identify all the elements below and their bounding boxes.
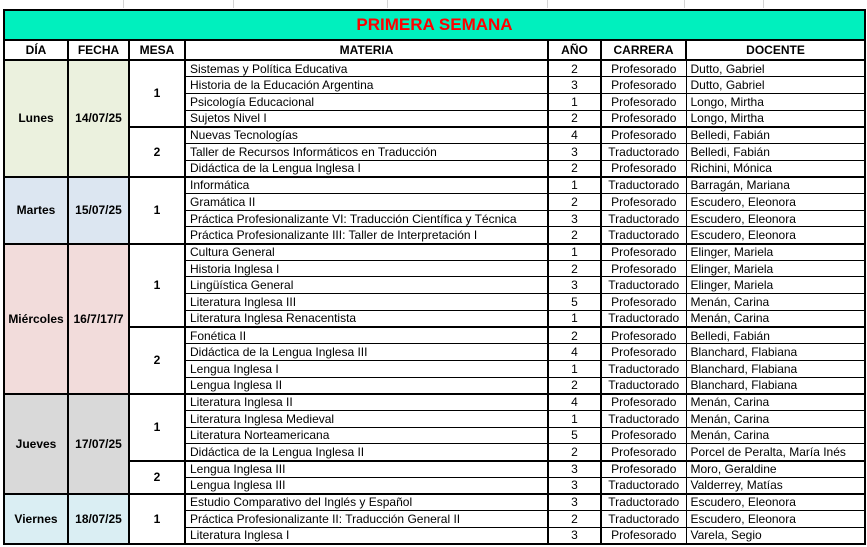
- cell-carrera[interactable]: Traductorado: [601, 143, 686, 160]
- cell-materia[interactable]: Lengua Inglesa I: [185, 360, 548, 377]
- sheet-gridline: [684, 0, 685, 8]
- schedule-row: [4, 327, 865, 344]
- cell-anio[interactable]: 1: [548, 360, 601, 377]
- column-header-materia[interactable]: MATERIA: [185, 40, 548, 60]
- cell-anio[interactable]: 2: [548, 444, 601, 461]
- cell-carrera[interactable]: Traductorado: [601, 477, 686, 494]
- cell-materia[interactable]: Gramática II: [185, 194, 548, 211]
- cell-carrera[interactable]: Profesorado: [601, 127, 686, 144]
- cell-docente[interactable]: Longo, Mirtha: [686, 110, 865, 127]
- column-header-docente[interactable]: DOCENTE: [686, 40, 865, 60]
- sheet-gridline: [763, 0, 764, 8]
- cell-docente[interactable]: Menán, Carina: [686, 294, 865, 311]
- sheet-gridlines: [0, 0, 867, 9]
- cell-materia[interactable]: Sistemas y Política Educativa: [185, 60, 548, 77]
- cell-carrera[interactable]: Profesorado: [601, 444, 686, 461]
- cell-anio[interactable]: 4: [548, 394, 601, 411]
- cell-materia[interactable]: Cultura General: [185, 244, 548, 261]
- cell-materia[interactable]: Historia Inglesa I: [185, 260, 548, 277]
- column-header-carrera[interactable]: CARRERA: [601, 40, 686, 60]
- cell-anio[interactable]: 1: [548, 310, 601, 327]
- cell-docente[interactable]: Escudero, Eleonora: [686, 210, 865, 227]
- cell-materia[interactable]: Literatura Inglesa Medieval: [185, 410, 548, 427]
- cell-materia[interactable]: Literatura Inglesa Renacentista: [185, 310, 548, 327]
- cell-anio[interactable]: 2: [548, 227, 601, 244]
- column-header-row: [4, 40, 865, 60]
- cell-carrera[interactable]: Profesorado: [601, 427, 686, 444]
- cell-mesa[interactable]: 1: [129, 394, 185, 461]
- sheet-gridline: [123, 0, 124, 8]
- column-header-fecha[interactable]: FECHA: [68, 40, 129, 60]
- cell-anio[interactable]: 2: [548, 377, 601, 394]
- cell-materia[interactable]: Literatura Norteamericana: [185, 427, 548, 444]
- schedule-row: [4, 461, 865, 478]
- cell-carrera[interactable]: Traductorado: [601, 210, 686, 227]
- cell-docente[interactable]: Escudero, Eleonora: [686, 194, 865, 211]
- cell-anio[interactable]: 2: [548, 160, 601, 177]
- schedule-row: [4, 60, 865, 77]
- cell-carrera[interactable]: Profesorado: [601, 110, 686, 127]
- cell-dia[interactable]: Jueves: [4, 394, 68, 494]
- cell-docente[interactable]: Barragán, Mariana: [686, 177, 865, 194]
- cell-carrera[interactable]: Profesorado: [601, 344, 686, 361]
- cell-docente[interactable]: Escudero, Eleonora: [686, 511, 865, 528]
- cell-anio[interactable]: 2: [548, 327, 601, 344]
- cell-docente[interactable]: Menán, Carina: [686, 310, 865, 327]
- cell-anio[interactable]: 3: [548, 210, 601, 227]
- cell-anio[interactable]: 4: [548, 127, 601, 144]
- cell-anio[interactable]: 1: [548, 410, 601, 427]
- cell-docente[interactable]: Elinger, Mariela: [686, 277, 865, 294]
- cell-dia[interactable]: Martes: [4, 177, 68, 244]
- cell-docente[interactable]: Escudero, Eleonora: [686, 494, 865, 511]
- cell-carrera[interactable]: Traductorado: [601, 494, 686, 511]
- cell-docente[interactable]: Moro, Geraldine: [686, 461, 865, 478]
- cell-anio[interactable]: 2: [548, 60, 601, 77]
- cell-docente[interactable]: Escudero, Eleonora: [686, 227, 865, 244]
- cell-carrera[interactable]: Profesorado: [601, 160, 686, 177]
- cell-carrera[interactable]: Traductorado: [601, 227, 686, 244]
- cell-docente[interactable]: Varela, Segio: [686, 527, 865, 544]
- cell-materia[interactable]: Didáctica de la Lengua Inglesa III: [185, 344, 548, 361]
- cell-anio[interactable]: 3: [548, 461, 601, 478]
- cell-mesa[interactable]: 2: [129, 461, 185, 494]
- cell-anio[interactable]: 1: [548, 93, 601, 110]
- cell-docente[interactable]: Menán, Carina: [686, 394, 865, 411]
- schedule-row: [4, 177, 865, 194]
- cell-carrera[interactable]: Traductorado: [601, 310, 686, 327]
- column-header-anio[interactable]: AÑO: [548, 40, 601, 60]
- cell-materia[interactable]: Psicología Educacional: [185, 93, 548, 110]
- column-header-mesa[interactable]: MESA: [129, 40, 185, 60]
- cell-materia[interactable]: Historia de la Educación Argentina: [185, 77, 548, 94]
- cell-anio[interactable]: 5: [548, 294, 601, 311]
- cell-materia[interactable]: Taller de Recursos Informáticos en Traducción: [185, 143, 548, 160]
- sheet-gridline: [387, 0, 388, 8]
- cell-fecha[interactable]: 16/7/17/7: [68, 244, 129, 394]
- cell-docente[interactable]: Blanchard, Flabiana: [686, 360, 865, 377]
- cell-anio[interactable]: 1: [548, 244, 601, 261]
- cell-carrera[interactable]: Profesorado: [601, 244, 686, 261]
- cell-docente[interactable]: Porcel de Peralta, María Inés: [686, 444, 865, 461]
- cell-materia[interactable]: Literatura Inglesa III: [185, 294, 548, 311]
- cell-carrera[interactable]: Profesorado: [601, 327, 686, 344]
- cell-materia[interactable]: Lengua Inglesa II: [185, 377, 548, 394]
- cell-carrera[interactable]: Profesorado: [601, 394, 686, 411]
- cell-docente[interactable]: Belledi, Fabián: [686, 143, 865, 160]
- cell-anio[interactable]: 3: [548, 143, 601, 160]
- cell-mesa[interactable]: 1: [129, 60, 185, 127]
- cell-docente[interactable]: Dutto, Gabriel: [686, 77, 865, 94]
- sheet-gridline: [233, 0, 234, 8]
- schedule-body: [4, 60, 865, 544]
- cell-materia[interactable]: Lengua Inglesa III: [185, 461, 548, 478]
- cell-materia[interactable]: Fonética II: [185, 327, 548, 344]
- title-row: [4, 10, 865, 40]
- cell-carrera[interactable]: Traductorado: [601, 410, 686, 427]
- cell-docente[interactable]: Richini, Mónica: [686, 160, 865, 177]
- cell-materia[interactable]: Práctica Profesionalizante II: Traducción General II: [185, 511, 548, 528]
- cell-fecha[interactable]: 17/07/25: [68, 394, 129, 494]
- cell-anio[interactable]: 2: [548, 110, 601, 127]
- exam-schedule-table: [3, 9, 866, 545]
- cell-docente[interactable]: Dutto, Gabriel: [686, 60, 865, 77]
- cell-dia[interactable]: Miércoles: [4, 244, 68, 394]
- cell-anio[interactable]: 3: [548, 277, 601, 294]
- cell-anio[interactable]: 3: [548, 477, 601, 494]
- cell-carrera[interactable]: Traductorado: [601, 511, 686, 528]
- cell-anio[interactable]: 2: [548, 511, 601, 528]
- cell-mesa[interactable]: 1: [129, 244, 185, 327]
- cell-materia[interactable]: Práctica Profesionalizante III: Taller de Interpretación I: [185, 227, 548, 244]
- cell-fecha[interactable]: 18/07/25: [68, 494, 129, 544]
- cell-anio[interactable]: 3: [548, 527, 601, 544]
- column-header-dia[interactable]: DÍA: [4, 40, 68, 60]
- page-title[interactable]: PRIMERA SEMANA: [4, 10, 865, 40]
- cell-fecha[interactable]: 15/07/25: [68, 177, 129, 244]
- cell-mesa[interactable]: 1: [129, 494, 185, 544]
- cell-materia[interactable]: Literatura Inglesa II: [185, 394, 548, 411]
- cell-carrera[interactable]: Traductorado: [601, 360, 686, 377]
- cell-carrera[interactable]: Profesorado: [601, 260, 686, 277]
- cell-docente[interactable]: Elinger, Mariela: [686, 260, 865, 277]
- cell-carrera[interactable]: Profesorado: [601, 93, 686, 110]
- cell-carrera[interactable]: Profesorado: [601, 294, 686, 311]
- cell-docente[interactable]: Blanchard, Flabiana: [686, 344, 865, 361]
- cell-materia[interactable]: Lingüística General: [185, 277, 548, 294]
- cell-materia[interactable]: Didáctica de la Lengua Inglesa I: [185, 160, 548, 177]
- schedule-row: [4, 494, 865, 511]
- cell-materia[interactable]: Informática: [185, 177, 548, 194]
- cell-docente[interactable]: Blanchard, Flabiana: [686, 377, 865, 394]
- cell-mesa[interactable]: 2: [129, 127, 185, 177]
- cell-anio[interactable]: 1: [548, 177, 601, 194]
- cell-docente[interactable]: Valderrey, Matías: [686, 477, 865, 494]
- cell-materia[interactable]: Didáctica de la Lengua Inglesa II: [185, 444, 548, 461]
- cell-carrera[interactable]: Traductorado: [601, 377, 686, 394]
- cell-materia[interactable]: Estudio Comparativo del Inglés y Español: [185, 494, 548, 511]
- cell-carrera[interactable]: Traductorado: [601, 177, 686, 194]
- cell-mesa[interactable]: 2: [129, 327, 185, 394]
- cell-carrera[interactable]: Profesorado: [601, 461, 686, 478]
- cell-anio[interactable]: 3: [548, 77, 601, 94]
- schedule-row: [4, 244, 865, 261]
- cell-dia[interactable]: Lunes: [4, 60, 68, 177]
- cell-docente[interactable]: Elinger, Mariela: [686, 244, 865, 261]
- schedule-row: [4, 127, 865, 144]
- cell-materia[interactable]: Literatura Inglesa I: [185, 527, 548, 544]
- cell-docente[interactable]: Longo, Mirtha: [686, 93, 865, 110]
- cell-carrera[interactable]: Profesorado: [601, 527, 686, 544]
- cell-carrera[interactable]: Profesorado: [601, 60, 686, 77]
- cell-materia[interactable]: Sujetos Nivel I: [185, 110, 548, 127]
- cell-materia[interactable]: Nuevas Tecnologías: [185, 127, 548, 144]
- cell-docente[interactable]: Belledi, Fabián: [686, 327, 865, 344]
- cell-docente[interactable]: Belledi, Fabián: [686, 127, 865, 144]
- cell-carrera[interactable]: Traductorado: [601, 277, 686, 294]
- sheet-gridline: [547, 0, 548, 8]
- cell-docente[interactable]: Menán, Carina: [686, 427, 865, 444]
- cell-mesa[interactable]: 1: [129, 177, 185, 244]
- cell-anio[interactable]: 2: [548, 194, 601, 211]
- cell-dia[interactable]: Viernes: [4, 494, 68, 544]
- cell-docente[interactable]: Menán, Carina: [686, 410, 865, 427]
- cell-materia[interactable]: Práctica Profesionalizante VI: Traducción Científica y Técnica: [185, 210, 548, 227]
- cell-anio[interactable]: 5: [548, 427, 601, 444]
- cell-anio[interactable]: 3: [548, 494, 601, 511]
- schedule-row: [4, 394, 865, 411]
- cell-materia[interactable]: Lengua Inglesa III: [185, 477, 548, 494]
- cell-carrera[interactable]: Profesorado: [601, 77, 686, 94]
- cell-anio[interactable]: 4: [548, 344, 601, 361]
- cell-carrera[interactable]: Profesorado: [601, 194, 686, 211]
- cell-fecha[interactable]: 14/07/25: [68, 60, 129, 177]
- cell-anio[interactable]: 2: [548, 260, 601, 277]
